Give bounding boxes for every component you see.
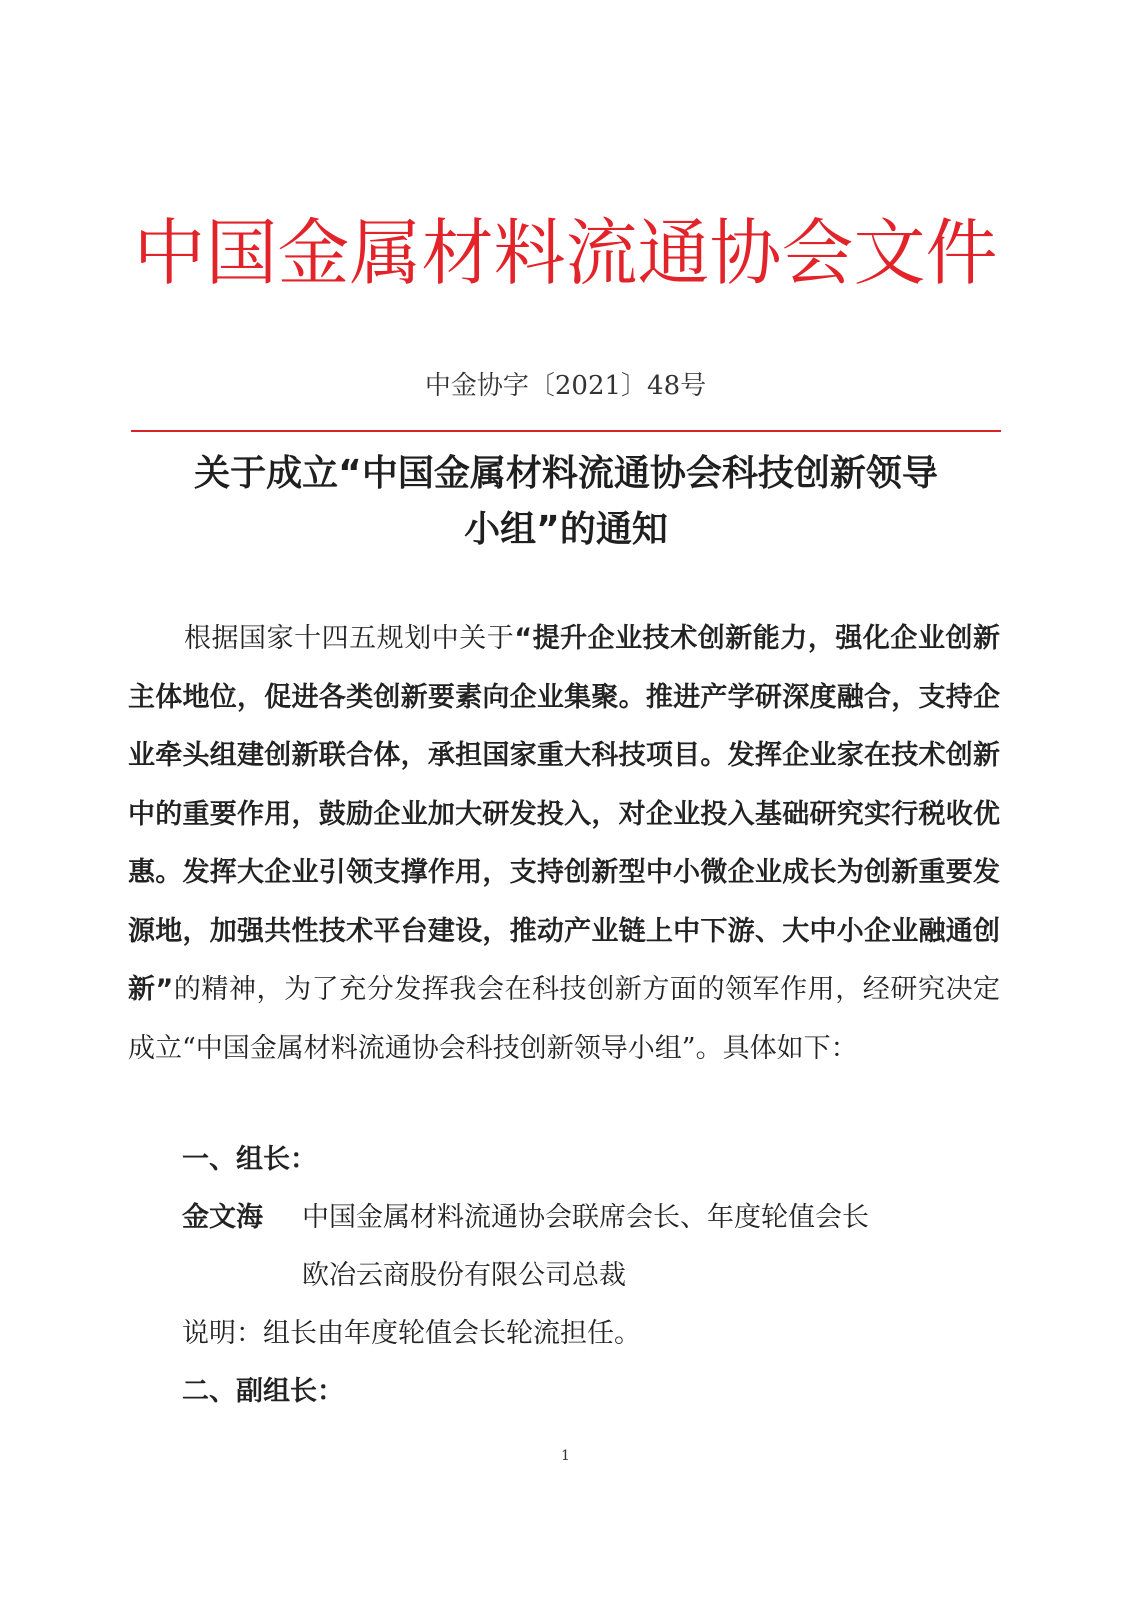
leader-role-line-2: 欧冶云商股份有限公司总裁: [302, 1260, 626, 1291]
document-number: 中金协字〔2021〕48号: [424, 371, 707, 401]
body-intro: 根据国家十四五规划中关于: [184, 623, 515, 654]
body-paragraph: [128, 610, 1000, 1078]
section-1-note: 说明：组长由年度轮值会长轮流担任。: [182, 1318, 641, 1349]
section-1-heading: 一、组长：: [182, 1144, 317, 1175]
red-divider-line: [131, 430, 1001, 432]
leader-name: 金文海: [182, 1202, 263, 1233]
body-rest: 的精神，为了充分发挥我会在科技创新方面的领军作用，经研究决定成立“中国金属材料流通协会科技创新领导小组”。具体如下：: [128, 974, 1001, 1064]
body-quote: “提升企业技术创新能力，强化企业创新主体地位，促进各类创新要素向企业集聚。推进产学研深度融合，支持企业牵头组建创新联合体，承担国家重大科技项目。发挥企业家在技术创新中的重要作用，鼓励企业加大研发投入，对企业投入基础研究实行税收优惠。发挥大企业引领支撑作用，支持创新型中小微企业成长为创新重要发源地，加强共性技术平台建设，推动产业链上中下游、大中小企业融通创新”: [128, 623, 1000, 1005]
page-number: 1: [561, 1448, 570, 1464]
section-2-heading: 二、副组长：: [182, 1376, 344, 1407]
org-header-title: 中国金属材料流通协会文件: [133, 211, 998, 295]
notice-title-line-1: 关于成立“中国金属材料流通协会科技创新领导: [194, 453, 938, 494]
notice-title-line-2: 小组”的通知: [464, 509, 668, 550]
leader-role-line-1: 中国金属材料流通协会联席会长、年度轮值会长: [302, 1202, 869, 1233]
notice-title: [126, 446, 1006, 558]
